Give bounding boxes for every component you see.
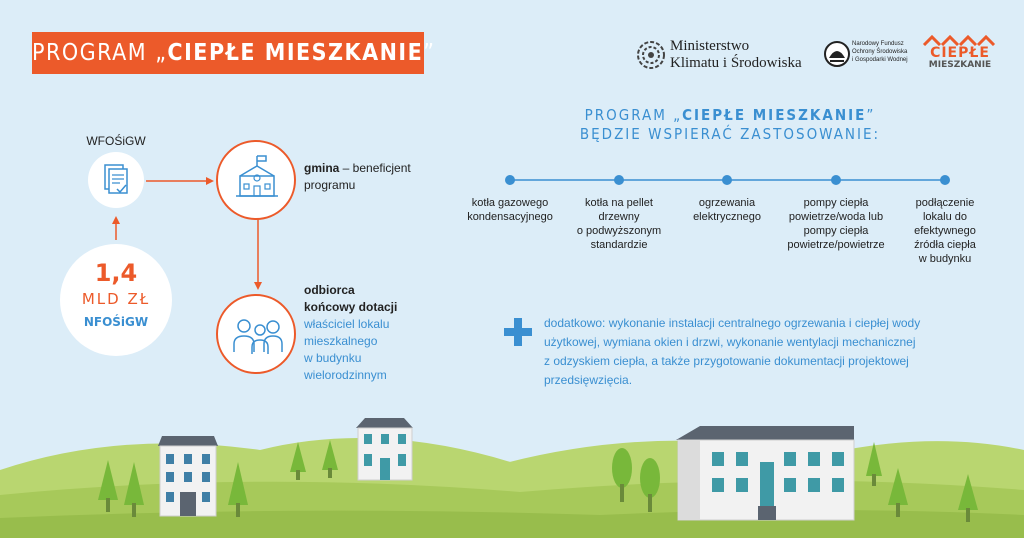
item1-line2: kondensacyjnego <box>467 211 553 223</box>
title-bold: CIEPŁE MIESZKANIE <box>167 40 424 66</box>
owner-line1: właściciel lokalu <box>304 317 390 331</box>
support-line2: BĘDZIE WSPIERAĆ ZASTOSOWANIE: <box>579 125 881 143</box>
gmina-line2: programu <box>304 178 356 192</box>
amount-unit: MLD ZŁ <box>81 290 151 308</box>
item4-line4: powietrze/powietrze <box>787 239 885 251</box>
support-prefix: PROGRAM „ <box>584 106 683 124</box>
item1-line1: kotła gazowego <box>471 197 549 209</box>
item5-line2: lokalu do <box>922 211 968 223</box>
brand-line2: MIESZKANIE <box>928 60 992 70</box>
item4-line2: powietrze/woda lub <box>788 211 884 223</box>
item2-line1: kotła na pellet <box>585 197 653 209</box>
apartment-block-building <box>676 426 854 520</box>
owner-line4: wielorodzinnym <box>304 368 387 382</box>
support-bold: CIEPŁE MIESZKANIE <box>682 106 867 124</box>
item5-line3: efektywnego <box>914 225 976 237</box>
nfos-name-line1: Narodowy Fundusz <box>852 41 904 47</box>
item3-line2: elektrycznego <box>693 211 761 223</box>
recipient-line2: końcowy dotacji <box>304 300 398 314</box>
support-suffix: ” <box>866 106 876 124</box>
item4-line1: pompy ciepła <box>803 197 869 209</box>
additional-line2: użytkowej, wymiana okien i drzwi, wykonanie wentylacji mechanicznej <box>544 335 916 349</box>
item3-line1: ogrzewania <box>698 197 756 209</box>
additional-line3: z odzyskiem ciepła, a także przygotowanie dokumentacji projektowej <box>544 354 909 368</box>
gmina-bold: gmina <box>304 161 340 175</box>
item2-line3: o podwyższonym <box>576 225 662 237</box>
item2-line2: drzewny <box>598 211 640 223</box>
townhouse-building <box>158 436 218 516</box>
item2-line4: standardzie <box>590 239 648 251</box>
nfos-name-line3: i Gospodarki Wodnej <box>852 57 908 63</box>
item5-line5: w budynku <box>918 253 972 265</box>
title-prefix: PROGRAM „ <box>32 40 168 66</box>
title-suffix: ” <box>423 40 436 66</box>
item4-line3: pompy ciepła <box>803 225 869 237</box>
recipient-line1: odbiorca <box>304 283 355 297</box>
small-house-building <box>356 418 413 480</box>
owner-line2: mieszkalnego <box>304 334 378 348</box>
additional-line1: dodatkowo: wykonanie instalacji centralnego ogrzewania i ciepłej wody <box>544 316 921 330</box>
brand-line1: CIEPŁE <box>930 45 990 61</box>
ministry-name-line2: Klimatu i Środowiska <box>670 55 802 71</box>
amount-source: NFOŚiGW <box>83 315 149 329</box>
gmina-rest: – beneficjent <box>339 161 411 175</box>
item5-line4: źródła ciepła <box>914 239 976 251</box>
wfosigw-label: WFOŚiGW <box>86 134 146 148</box>
nfos-name-line2: Ochrony Środowiska <box>852 49 908 55</box>
additional-line4: przedsięwzięcia. <box>544 373 633 387</box>
item5-line1: podłączenie <box>915 197 975 209</box>
amount-value: 1,4 <box>94 259 138 287</box>
owner-line3: w budynku <box>304 351 362 365</box>
ministry-name-line1: Ministerstwo <box>670 38 750 54</box>
